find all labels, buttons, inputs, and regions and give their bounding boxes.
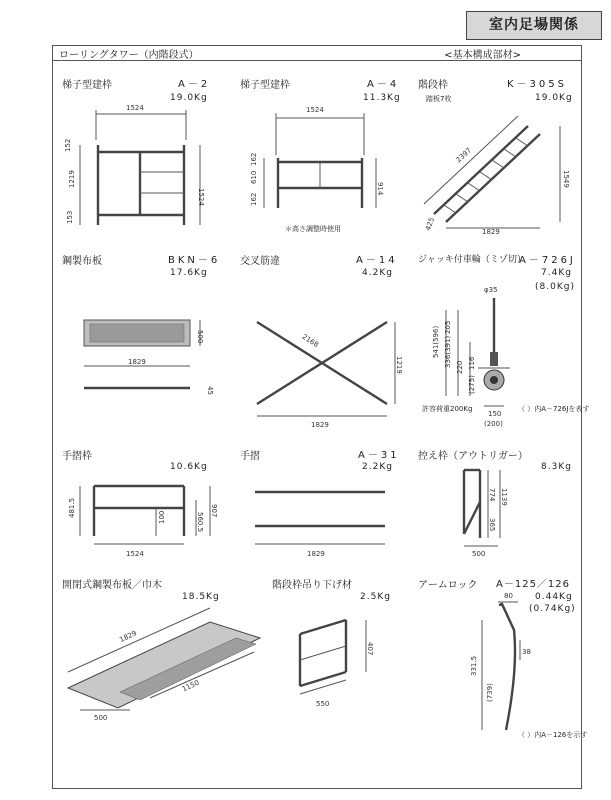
item-code: A－2 <box>178 79 211 90</box>
item-name: 階段枠吊り下げ材 <box>272 580 352 591</box>
dim-label: 205 <box>444 320 452 334</box>
item-name: 階段枠 <box>418 80 448 91</box>
diagram-stair-frame <box>418 100 578 235</box>
item-name: 手摺枠 <box>62 451 92 462</box>
dim-label: 162 <box>250 152 258 166</box>
diagram-ladder-frame-a2 <box>60 100 220 235</box>
item-code: K－305S <box>507 79 567 90</box>
diagram-steel-plank <box>60 300 220 410</box>
dim-label: 1829 <box>311 421 329 429</box>
diagram-arm-lock <box>470 590 550 740</box>
dim-label: 150 <box>488 410 502 418</box>
dim-label: 2168 <box>300 332 320 350</box>
dim-label: 1549 <box>562 170 570 188</box>
item-name: 控え枠（アウトリガー） <box>418 451 528 462</box>
dim-label: 116 <box>468 356 476 370</box>
dim-label: 365 <box>488 518 496 532</box>
dim-label: 100 <box>158 510 166 524</box>
item-note: （ ）内A－126を示す <box>518 731 588 739</box>
dim-label: (739) <box>486 683 494 702</box>
dim-label: 550 <box>316 700 330 708</box>
item-code: A－31 <box>358 450 400 461</box>
dim-label: 1219 <box>395 356 403 374</box>
dim-label: 914 <box>376 182 384 196</box>
item-weight: 8.3Kg <box>541 462 572 472</box>
dim-label: 774 <box>488 488 496 502</box>
diagram-handrail-frame <box>60 478 230 563</box>
dim-label: 1829 <box>482 228 500 236</box>
item-name: 手摺 <box>240 451 260 462</box>
dim-label: 1829 <box>307 550 325 558</box>
item-weight-alt: (8.0Kg) <box>535 282 575 292</box>
dim-label: 1139 <box>500 488 508 506</box>
item-name: 交叉筋違 <box>240 256 280 267</box>
item-code: A－4 <box>367 79 400 90</box>
item-weight: 4.2Kg <box>362 268 393 278</box>
dim-label: 541(596) <box>432 325 440 358</box>
item-code: BKN－6 <box>168 255 221 266</box>
dim-label: 153 <box>66 210 74 224</box>
dim-label: 1150 <box>180 678 201 694</box>
dim-label: 1524 <box>126 104 144 112</box>
dim-label: 1219 <box>68 170 76 188</box>
header-bar <box>53 46 581 61</box>
diagram-cross-brace <box>245 300 405 430</box>
dim-label: 152 <box>64 138 72 152</box>
item-name: 開閉式鋼製布板／巾木 <box>62 580 162 591</box>
dim-label: 407 <box>366 642 374 656</box>
dim-label: 1829 <box>128 358 146 366</box>
item-weight: 0.44Kg <box>535 592 573 602</box>
dim-label: 500 <box>196 330 204 344</box>
dim-label: (275) <box>468 375 476 394</box>
item-weight-alt: (0.74Kg) <box>529 604 576 614</box>
dim-label: 331.5 <box>470 655 478 676</box>
dim-label: 425 <box>424 216 437 232</box>
dim-label: 500 <box>94 714 108 722</box>
dim-label: 45 <box>206 386 214 395</box>
item-name: 梯子型建枠 <box>62 80 112 91</box>
dim-label: 1524 <box>197 188 205 206</box>
item-note: ＊高さ調整時使用 <box>285 225 341 233</box>
item-code: A－726J <box>519 255 576 266</box>
item-note: （ ）内A－726Jを表す <box>518 405 590 413</box>
dim-label: 162 <box>250 192 258 206</box>
item-weight: 2.5Kg <box>360 592 391 602</box>
header-subtitle: <基本構成部材> <box>444 50 521 61</box>
item-code: A－14 <box>356 255 398 266</box>
dim-label: 481.5 <box>68 497 76 518</box>
item-load: 許容荷重200Kg <box>422 405 473 413</box>
dim-label: 560.5 <box>196 512 204 533</box>
dim-label: 500 <box>472 550 486 558</box>
dim-label: 1829 <box>118 629 138 645</box>
dim-label: 38 <box>522 648 531 656</box>
item-weight: 18.5Kg <box>182 592 220 602</box>
dim-label: 80 <box>504 592 513 600</box>
dim-label: 1524 <box>126 550 144 558</box>
dim-label: φ35 <box>484 286 498 294</box>
item-name: ジャッキ付車輪（ミゾ切） <box>418 255 526 265</box>
item-sub: 踏板7枚 <box>426 95 452 103</box>
item-weight: 7.4Kg <box>541 268 572 278</box>
dim-label: 2397 <box>454 146 474 165</box>
item-name: アームロック <box>418 580 478 591</box>
diagram-handrail <box>245 478 405 563</box>
item-weight: 2.2Kg <box>362 462 393 472</box>
diagram-outrigger <box>418 462 578 562</box>
header-title: ローリングタワー（内階段式） <box>59 50 199 61</box>
dim-label: 610 <box>250 170 258 184</box>
dim-label: 336(391) <box>444 335 452 368</box>
item-name: 梯子型建枠 <box>240 80 290 91</box>
item-code: A－125／126 <box>496 579 571 590</box>
item-weight: 17.6Kg <box>170 268 208 278</box>
item-name: 鋼製布板 <box>62 256 102 267</box>
dim-label: 907 <box>210 504 218 518</box>
diagram-ladder-frame-a4 <box>240 100 400 240</box>
dim-label: 1524 <box>306 106 324 114</box>
item-weight: 10.6Kg <box>170 462 208 472</box>
dim-label: 220 <box>456 360 464 374</box>
dim-label: (200) <box>484 420 503 428</box>
diagram-hatch-plank <box>60 602 270 722</box>
diagram-stair-hanger <box>280 610 390 720</box>
item-weight: 11.3Kg <box>363 93 401 103</box>
item-weight: 19.0Kg <box>535 93 573 103</box>
item-weight: 19.0Kg <box>170 93 208 103</box>
section-tag: 室内足場関係 <box>466 11 602 40</box>
